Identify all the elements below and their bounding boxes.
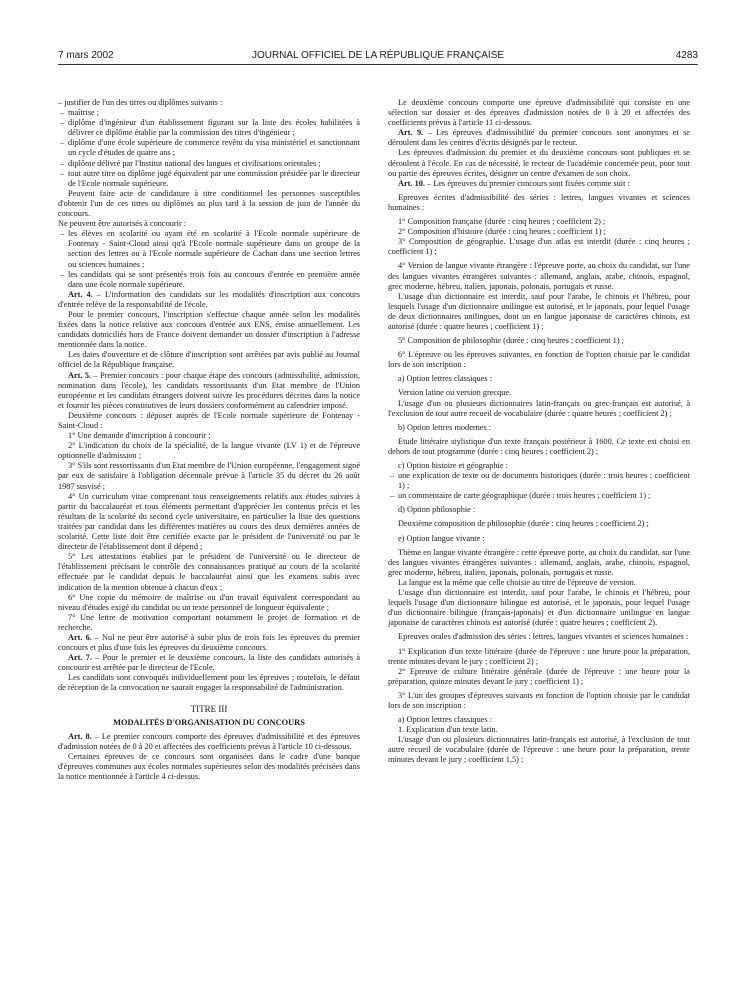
paragraph: Epreuves écrites d'admissibilité des séries : lettres, langues vivantes et sciences humaines : (388, 192, 690, 212)
article-number: Art. 7. (68, 653, 92, 663)
list-item: – les candidats qui se sont présentés trois fois au concours d'entrée en première année dans une école normale supérieure. (68, 270, 360, 290)
article-number: Art. 8. (68, 731, 92, 741)
paragraph: 3° L'un des groupes d'épreuves suivants en fonction de l'option choisie par le candidat lors de son inscription : (388, 690, 690, 710)
paragraph: Le deuxième concours comporte une épreuve d'admissibilité qui consiste en une sélection sur dossier et des épreuves d'admission notées de 0 à 20 et affectées des coefficients prévus à l'article 11 ci-dessous. (388, 98, 690, 128)
paragraph: Pour le premier concours, l'inscription s'effectue chaque année selon les modalités fixées dans la notice relative aux concours d'entrée aux ENS, émise annuellement. Les candidats domiciliés hors de France doivent demander un dossier d'inscription à l'adresse mentionnée dans la notice. (58, 309, 360, 350)
left-column (58, 98, 360, 782)
article-number: Art. 6. (68, 632, 92, 642)
paragraph: Ne peuvent être autorisés à concourir : (58, 219, 187, 229)
paragraph: Les dates d'ouverture et de clôture d'inscription sont arrêtées par avis publié au Journal officiel de la République française. (58, 350, 360, 370)
paragraph: a) Option lettres classiques : (398, 715, 493, 725)
dash-list (58, 108, 360, 189)
article-paragraph (58, 290, 360, 310)
paragraph: 4° Un curriculum vitae comprenant tous renseignements relatifs aux études suivies à partir du baccalauréat et tous éléments permettant d'apprécier les contenus précis et les résultats de la scolarité du second cycle universitaire, en particulier la liste des questions traitées par candidat dans les différentes matières au cours des deux dernières années de scolarité. Cette liste doit être certifiée exacte par le président de l'université ou par le directeur de l'établissement dont il dépend ; (58, 491, 360, 552)
paragraph: 6° Une copie du mémoire de maîtrise ou d'un travail équivalent correspondant au niveau d'études exigé du candidat ou un texte personnel de longueur équivalente ; (58, 592, 360, 612)
header-date: 7 mars 2002 (58, 50, 114, 61)
paragraph: 2° Epreuve de culture littéraire générale (durée de l'épreuve : une heure pour la préparation, quinze minutes devant le jury ; coefficient 1) ; (388, 666, 690, 686)
list-item: – maîtrise ; (68, 108, 360, 118)
paragraph: 3° Composition de géographie. L'usage d'un atlas est interdit (durée : cinq heures ; coefficient 1) ; (388, 237, 690, 257)
article-paragraph (58, 371, 360, 411)
section-subtitle: MODALITÉS D'ORGANISATION DU CONCOURS (113, 717, 305, 727)
list-item: – diplôme délivré par l'Institut national des langues et civilisations orientales ; (68, 159, 360, 169)
paragraph: La langue est la même que celle choisie au titre de l'épreuve de version. (398, 577, 636, 587)
paragraph: 3° S'ils sont ressortissants d'un Etat membre de l'Union européenne, l'engagement signé par eux de satisfaire à l'obligation décennale prévue à l'article 35 du décret du 26 août 1987 susvisé ; (58, 461, 360, 491)
paragraph: e) Option langue vivante : (398, 533, 485, 543)
article-paragraph (58, 633, 360, 653)
paragraph: c) Option histoire et géographie : (398, 461, 508, 470)
paragraph: 4° Version de langue vivante étrangère : l'épreuve porte, au choix du candidat, sur l'une des langues vivantes étrangères suivantes : allemand, anglais, arabe, chinois, espagnol, grec moderne, hébreu, italien, japonais, polonais, portugais et russe. (388, 261, 690, 291)
paragraph: d) Option philosophie : (398, 505, 476, 515)
paragraph: 5° Les attestations établies par le président de l'université ou le directeur de l'établissement précisant le contrôle des connaissances pratiqué au cours de la scolarité effectuée par le candidat depuis le baccalauréat ainsi que les examens subis avec indication de la mention obtenue à chacun d'eux ; (58, 552, 360, 592)
list-item: – diplôme d'ingénieur d'un établissement figurant sur la liste des écoles habilitées à délivrer ce diplôme établie par la commission des titres d'ingénieur ; (68, 118, 360, 138)
paragraph: Deuxième composition de philosophie (durée : cinq heures ; coefficient 2) ; (398, 519, 649, 529)
paragraph: Epreuves orales d'admission des séries : lettres, langues vivantes et sciences humaines : (398, 632, 689, 642)
paragraph: L'usage d'un dictionnaire est interdit, sauf pour l'arabe, le chinois et l'hébreu, pour lesquels l'usage d'un dictionnaire unilingue est autorisé, et le japonais, pour lequel l'usage de deux dictionnaires unilingues, dont un en langue japonaise de caractères chinois, est autorisé (durée : quatre heures ; coefficient 1) ; (388, 291, 690, 331)
paragraph: – justifier de l'un des titres ou diplômes suivants : (58, 98, 223, 107)
paragraph: 7° Une lettre de motivation comportant notamment le projet de formation et de recherche. (58, 612, 360, 632)
paragraph: 2° Composition d'histoire (durée : cinq heures ; coefficient 1) ; (398, 227, 606, 237)
article-text: – Pour le premier et le deuxième concours, la liste des candidats autorisés à concourir est arrêtée par le directeur de l'Ecole. (58, 653, 360, 673)
paragraph: Peuvent faire acte de candidature à titre conditionnel les personnes susceptibles d'obtenir l'un de ces titres ou diplômes au plus tard à la session de juin de l'année du concours. (58, 188, 360, 219)
paragraph: Thème en langue vivante étrangère : cette épreuve porte, au choix du candidat, sur l'une des langues vivantes étrangères suivantes : allemand, anglais, arabe, chinois, espagnol, grec moderne, hébreu, italien, japonais, polonais, portugais et russe. (388, 547, 690, 577)
paragraph: Certaines épreuves de ce concours sont organisées dans le cadre d'une banque d'épreuves communes aux écoles normales supérieures selon des modalités précisées dans la notice mentionnée à l'article 4 ci-dessus. (58, 751, 360, 782)
paragraph: 1° Une demande d'inscription à concourir ; (68, 431, 211, 441)
header-journal-title: JOURNAL OFFICIEL DE LA RÉPUBLIQUE FRANÇAISE (251, 50, 505, 61)
list-item: – un commentaire de carte géographique (durée : trois heures ; coefficient 1) ; (398, 491, 690, 501)
paragraph: Version latine ou version grecque. (398, 388, 512, 398)
article-paragraph (388, 128, 690, 148)
article-number: Art. 9. (398, 128, 424, 138)
header-page-number: 4283 (675, 50, 698, 61)
paragraph: 1° Explication d'un texte littéraire (durée de l'épreuve : une heure pour la préparation, trente minutes devant le jury ; coefficient 2) ; (388, 646, 690, 666)
paragraph: L'usage d'un ou plusieurs dictionnaires latin-français est autorisé, à l'exclusion de tout autre recueil de vocabulaire (durée de l'épreuve : une heure pour la préparation, trente minutes devant le jury ; coefficient 1,5) ; (388, 735, 690, 765)
article-text: – L'information des candidats sur les modalités d'inscription aux concours d'entrée relève de la responsabilité de l'école. (58, 289, 360, 309)
paragraph: a) Option lettres classiques : (398, 374, 493, 384)
article-number: Art. 4. (68, 289, 93, 299)
paragraph: L'usage d'un ou plusieurs dictionnaires latin-français ou grec-français est autorisé, à l'exclusion de tout autre recueil de vocabulaire (durée : quatre heures ; coefficient 2) ; (388, 398, 690, 418)
right-column (388, 98, 690, 766)
article-text: – Les épreuves du premier concours sont fixées comme suit : (424, 178, 630, 188)
list-item: – diplôme d'une école supérieure de commerce revêtu du visa ministériel et sanctionnant un cycle d'études de quatre ans ; (68, 138, 360, 158)
paragraph: Deuxième concours : déposer auprès de l'Ecole normale supérieure de Fontenay - Saint-Cloud : (58, 410, 360, 430)
page-header (58, 50, 698, 65)
dash-list (58, 229, 360, 290)
paragraph: Etude littéraire stylistique d'un texte français postérieur à 1600. Ce texte est choisi en dehors de tout programme (durée : cinq heures ; coefficient 2) ; (388, 436, 690, 456)
article-text: – Le premier concours comporte des épreuves d'admissibilité et des épreuves d'admission notées de 0 à 20 et affectées des coefficients prévus à l'article 10 ci-dessous. (58, 731, 360, 751)
list-item: – les élèves en scolarité ou ayant été en scolarité à l'Ecole normale supérieure de Fontenay - Saint-Cloud ainsi qu'à l'Ecole normale supérieure dans un groupe de la section des lettres ou à l'Ecole normale supérieure de Cachan dans une section lettres ou sciences humaines ; (68, 229, 360, 269)
article-number: Art. 10. (398, 178, 425, 188)
article-text: – Les épreuves d'admissibilité du premier concours sont anonymes et se déroulent dans les centres d'écrits désignés par le recteur. (388, 128, 690, 148)
paragraph: 1° Composition française (durée : cinq heures ; coefficient 2) ; (398, 217, 606, 227)
list-item: – une explication de texte ou de documents historiques (durée : trois heures ; coefficient 1) ; (398, 471, 690, 491)
article-paragraph (58, 732, 360, 752)
paragraph: Les épreuves d'admission du premier et du deuxième concours sont publiques et se déroulent à l'école. En cas de nécessité, le recteur de l'académie concernée peut, pour tout ou partie des épreuves écrites, désigner un centre d'examen de son choix. (388, 148, 690, 178)
paragraph: 1. Explication d'un texte latin. (398, 725, 498, 735)
article-paragraph (58, 653, 360, 673)
paragraph: 5° Composition de philosophie (durée : cinq heures ; coefficient 1) ; (398, 336, 624, 346)
paragraph: L'usage d'un dictionnaire est interdit, sauf pour l'arabe, le chinois et l'hébreu, pour lequels l'usage d'un dictionnaire bilingue est autorisé, et le japonais, pour lequel l'usage d'un dictionnaire bilingue (français-japonais) et d'un dictionnaire unilingue en langue japonaise de caractères chinois est autorisé (durée : quatre heures ; coefficient 2). (388, 588, 690, 628)
article-paragraph (388, 179, 690, 189)
paragraph: Les candidats sont convoqués individuellement pour les épreuves ; toutefois, le défaut de réception de la convocation ne saurait engager la responsabilité de l'administration. (58, 673, 360, 693)
section-title: TITRE III (190, 703, 228, 714)
paragraph: 2° L'indication du choix de la spécialité, de la langue vivante (LV 1) et de l'épreuve optionnelle d'admission ; (58, 441, 360, 461)
paragraph: b) Option lettres modernes : (398, 422, 492, 432)
article-text: – Premier concours : pour chaque étape des concours (admissibilité, admission, nomination dans l'école), les candidats ressortissants d'un Etat membre de l'Union européenne et les candidats étrangers doivent suivre les procédures décrites dans la notice et fournir les pièces constitutives de leurs dossiers conformément au calendrier imposé. (58, 370, 360, 410)
list-item: – tout autre titre ou diplôme jugé équivalent par une commission présidée par le directeur de l'Ecole normale supérieure. (68, 169, 360, 189)
article-text: – Nul ne peut être autorisé à subir plus de trois fois les épreuves du premier concours et plus d'une fois les épreuves du deuxième concours. (58, 632, 360, 653)
dash-list (388, 471, 690, 501)
article-number: Art. 5. (68, 370, 92, 380)
paragraph: 6° L'épreuve ou les épreuves suivantes, en fonction de l'option choisie par le candidat lors de son inscription : (388, 350, 690, 370)
